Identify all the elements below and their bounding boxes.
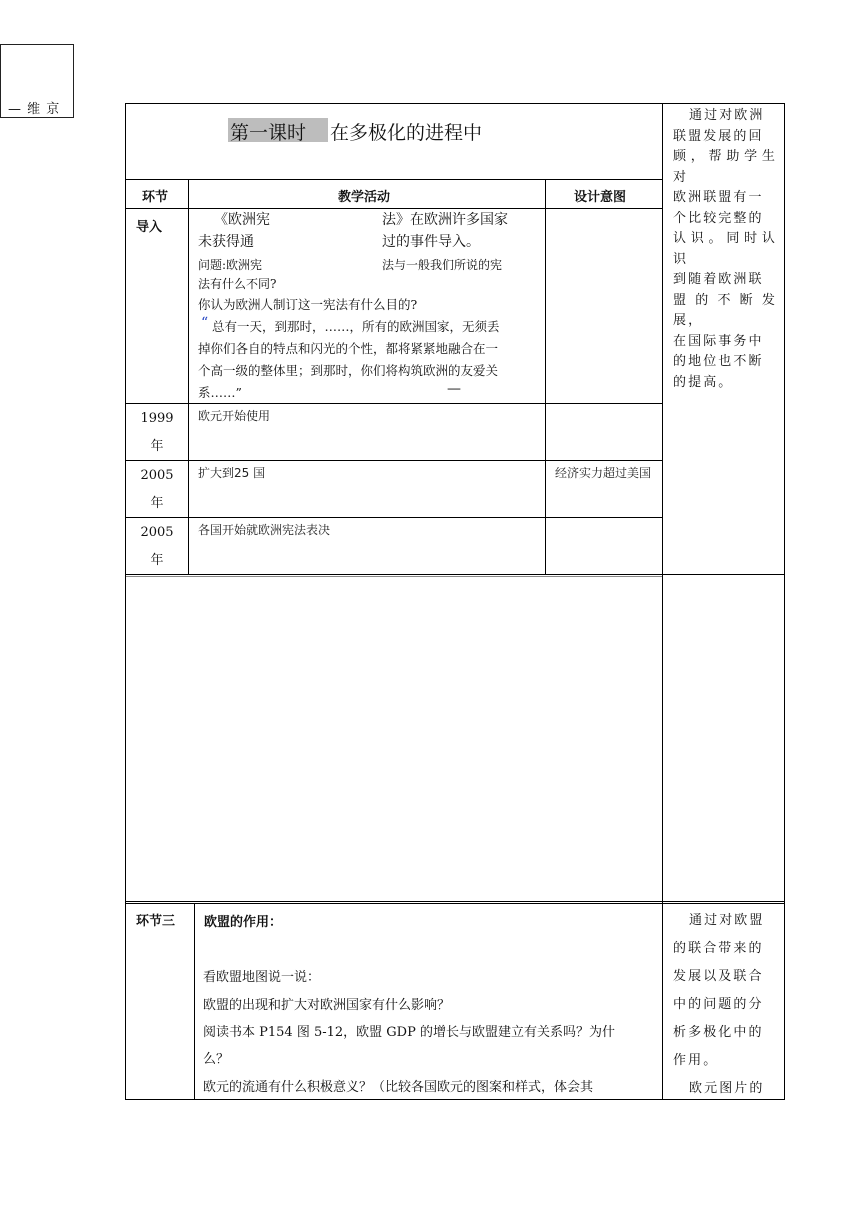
- lesson-title-part1: 第一课时: [230, 122, 307, 144]
- intro-q1b: 法与一般我们所说的宪: [382, 258, 503, 272]
- intro-line1a: 《欧洲宪: [214, 212, 270, 228]
- timeline-event-3: 各国开始就欧洲宪法表决: [198, 523, 331, 537]
- timeline-year-1: 1999 年: [140, 411, 174, 454]
- quote-line4: 系……”: [198, 385, 242, 400]
- intro-q1c: 法有什么不同?: [198, 277, 277, 291]
- section3-line5: 欧元的流通有什么积极意义？（比较各国欧元的图案和样式，体会其: [203, 1080, 594, 1095]
- intro-line1b: 法》在欧洲许多国家: [382, 212, 508, 228]
- header-section: 环节: [142, 190, 169, 205]
- lesson-title-part2: 在多极化的进程中: [330, 122, 483, 144]
- intent-text-1: 通过对欧洲 联盟发展的回 顾，帮助学生对 欧洲联盟有一 个比较完整的 认识。同时认识 到随着欧洲联 盟的不断发展， 在国际事务中 的地位也不断 的提高。: [673, 108, 777, 390]
- quote-open-mark: “: [201, 315, 209, 331]
- intro-q1a: 问题:欧洲宪: [198, 258, 263, 272]
- intent-text-3: 通过对欧盟 的联合带来的 发展以及联合 中的问题的分 析多极化中的 作用。 欧元图片的: [673, 913, 765, 1096]
- binding-label: — 维 京: [8, 102, 61, 117]
- section3-label: 环节三: [136, 914, 176, 929]
- timeline-year-3: 2005 年: [140, 525, 174, 568]
- timeline-note-2: 经济实力超过美国: [555, 466, 652, 480]
- quote-line2: 掉你们各自的特点和闪光的个性，都将紧紧地融合在一: [198, 341, 499, 356]
- section3-line4: 么？: [203, 1052, 230, 1067]
- quote-line3: 个高一级的整体里；到那时，你们将构筑欧洲的友爱关: [198, 363, 499, 378]
- quote-line1: 总有一天，到那时，……，所有的欧洲国家，无须丢: [212, 319, 500, 334]
- header-activity: 教学活动: [338, 190, 391, 205]
- timeline-year-2: 2005 年: [140, 468, 174, 511]
- intro-label: 导入: [136, 220, 163, 235]
- timeline-event-2: 扩大到25 国: [198, 466, 266, 480]
- header-intent: 设计意图: [574, 190, 627, 205]
- section3-line2: 欧盟的出现和扩大对欧洲国家有什么影响？: [203, 998, 451, 1013]
- timeline-event-1: 欧元开始使用: [198, 409, 271, 423]
- quote-dash: —: [447, 381, 461, 397]
- intro-line2a: 未获得通: [198, 234, 254, 250]
- section3-heading: 欧盟的作用：: [204, 915, 283, 930]
- binding-line: [0, 117, 74, 118]
- intro-q2: 你认为欧洲人制订这一宪法有什么目的?: [198, 297, 418, 312]
- section3-line1: 看欧盟地图说一说：: [203, 970, 321, 985]
- intro-line2b: 过的事件导入。: [382, 234, 480, 250]
- section3-line3: 阅读书本 P154 图 5-12，欧盟 GDP 的增长与欧盟建立有关系吗？为什: [203, 1025, 615, 1040]
